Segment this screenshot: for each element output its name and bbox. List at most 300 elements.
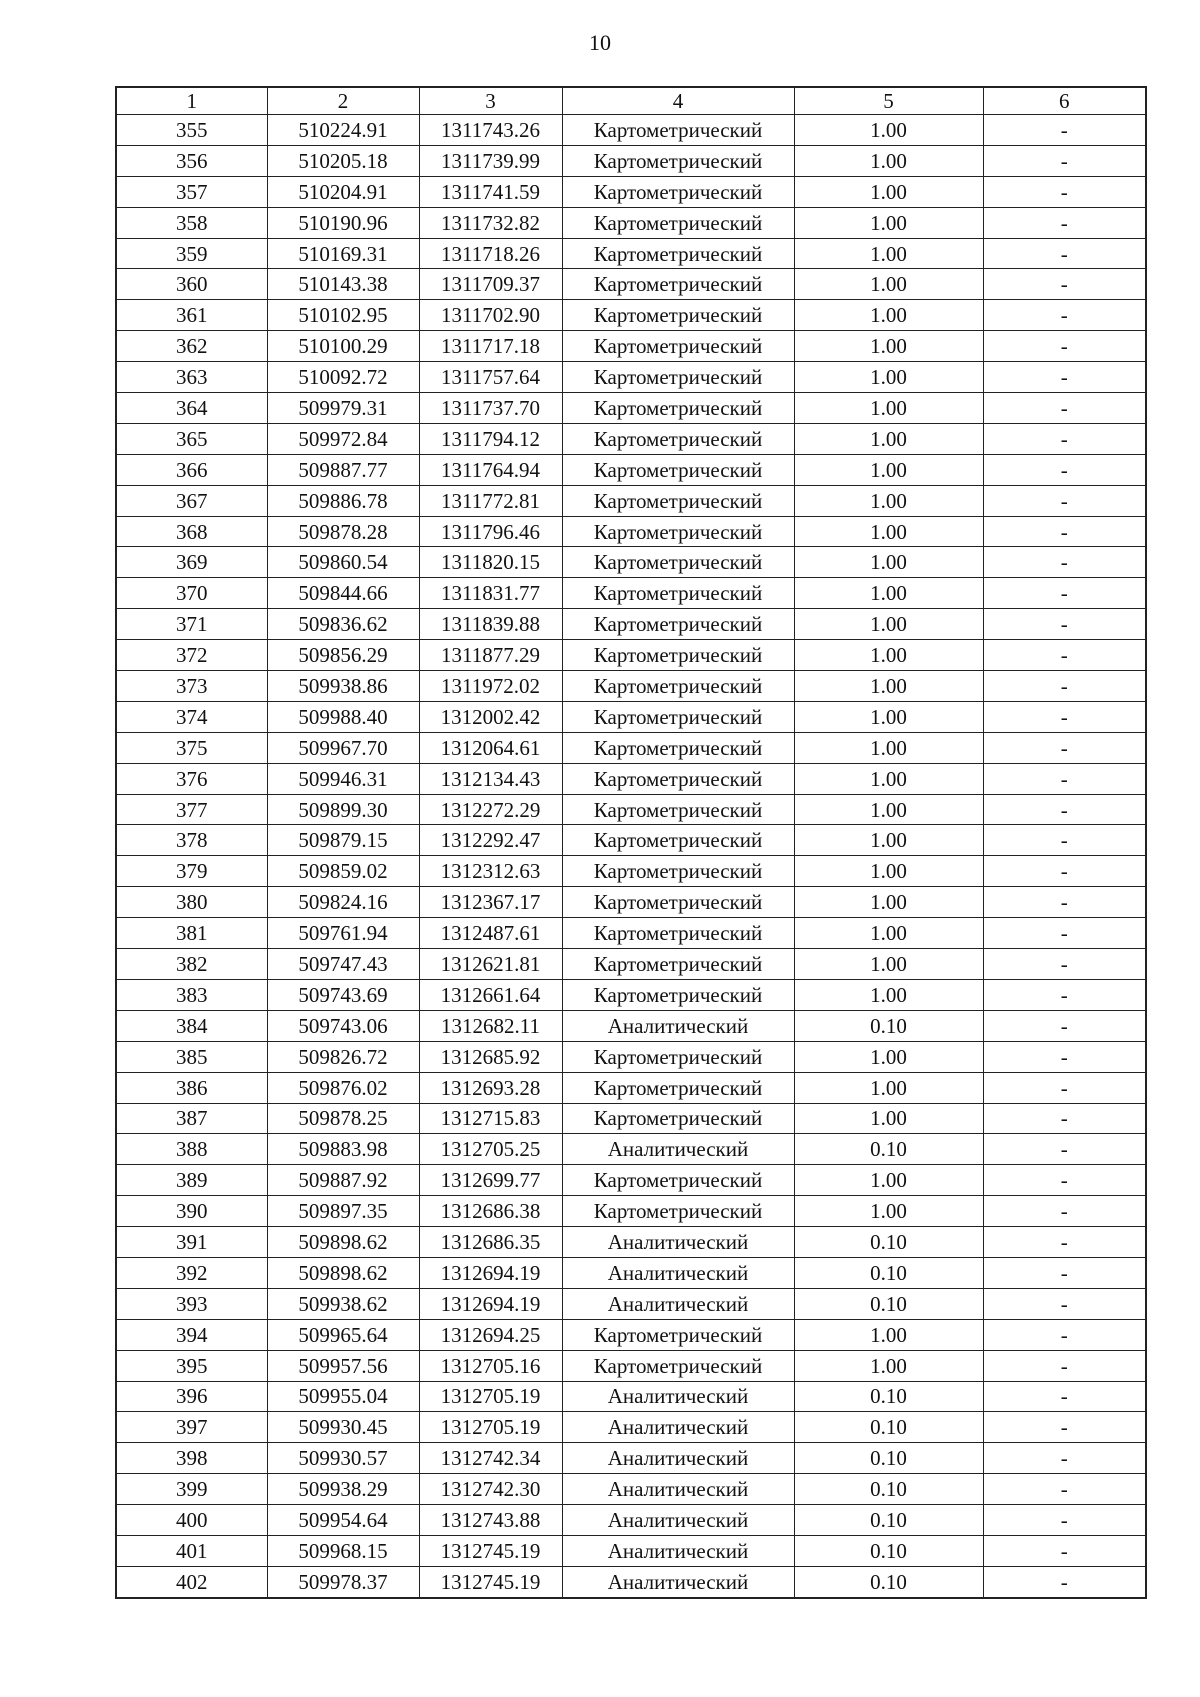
point-number-cell: 363 bbox=[116, 362, 267, 393]
accuracy-cell: 1.00 bbox=[794, 1041, 983, 1072]
note-cell: - bbox=[983, 176, 1146, 207]
note-cell: - bbox=[983, 1505, 1146, 1536]
method-cell: Картометрический bbox=[562, 1103, 794, 1134]
table-row bbox=[116, 1165, 1146, 1196]
method-cell: Картометрический bbox=[562, 918, 794, 949]
note-cell: - bbox=[983, 918, 1146, 949]
y-coordinate-cell: 1312064.61 bbox=[419, 732, 562, 763]
x-coordinate-cell: 510092.72 bbox=[267, 362, 419, 393]
note-cell: - bbox=[983, 1072, 1146, 1103]
point-number-cell: 398 bbox=[116, 1443, 267, 1474]
y-coordinate-cell: 1312685.92 bbox=[419, 1041, 562, 1072]
point-number-cell: 375 bbox=[116, 732, 267, 763]
y-coordinate-cell: 1311743.26 bbox=[419, 115, 562, 146]
note-cell: - bbox=[983, 671, 1146, 702]
y-coordinate-cell: 1312699.77 bbox=[419, 1165, 562, 1196]
y-coordinate-cell: 1312693.28 bbox=[419, 1072, 562, 1103]
x-coordinate-cell: 510205.18 bbox=[267, 145, 419, 176]
table-row bbox=[116, 1505, 1146, 1536]
note-cell: - bbox=[983, 1535, 1146, 1566]
header-cell: 1 bbox=[116, 87, 267, 115]
point-number-cell: 399 bbox=[116, 1474, 267, 1505]
point-number-cell: 400 bbox=[116, 1505, 267, 1536]
table-row bbox=[116, 732, 1146, 763]
accuracy-cell: 1.00 bbox=[794, 856, 983, 887]
accuracy-cell: 0.10 bbox=[794, 1474, 983, 1505]
accuracy-cell: 0.10 bbox=[794, 1505, 983, 1536]
table-row bbox=[116, 918, 1146, 949]
method-cell: Картометрический bbox=[562, 609, 794, 640]
x-coordinate-cell: 510102.95 bbox=[267, 300, 419, 331]
note-cell: - bbox=[983, 732, 1146, 763]
table-row bbox=[116, 1010, 1146, 1041]
point-number-cell: 379 bbox=[116, 856, 267, 887]
note-cell: - bbox=[983, 701, 1146, 732]
method-cell: Картометрический bbox=[562, 1041, 794, 1072]
y-coordinate-cell: 1311764.94 bbox=[419, 454, 562, 485]
y-coordinate-cell: 1312134.43 bbox=[419, 763, 562, 794]
note-cell: - bbox=[983, 1227, 1146, 1258]
table-row bbox=[116, 207, 1146, 238]
x-coordinate-cell: 509747.43 bbox=[267, 949, 419, 980]
y-coordinate-cell: 1312621.81 bbox=[419, 949, 562, 980]
table-row bbox=[116, 1412, 1146, 1443]
x-coordinate-cell: 509856.29 bbox=[267, 640, 419, 671]
y-coordinate-cell: 1312312.63 bbox=[419, 856, 562, 887]
x-coordinate-cell: 509886.78 bbox=[267, 485, 419, 516]
y-coordinate-cell: 1312745.19 bbox=[419, 1535, 562, 1566]
note-cell: - bbox=[983, 1350, 1146, 1381]
accuracy-cell: 1.00 bbox=[794, 1103, 983, 1134]
y-coordinate-cell: 1311972.02 bbox=[419, 671, 562, 702]
accuracy-cell: 1.00 bbox=[794, 176, 983, 207]
point-number-cell: 374 bbox=[116, 701, 267, 732]
x-coordinate-cell: 509979.31 bbox=[267, 393, 419, 424]
y-coordinate-cell: 1311702.90 bbox=[419, 300, 562, 331]
note-cell: - bbox=[983, 115, 1146, 146]
x-coordinate-cell: 509957.56 bbox=[267, 1350, 419, 1381]
accuracy-cell: 0.10 bbox=[794, 1257, 983, 1288]
x-coordinate-cell: 509743.69 bbox=[267, 979, 419, 1010]
table-row bbox=[116, 671, 1146, 702]
header-cell: 4 bbox=[562, 87, 794, 115]
method-cell: Аналитический bbox=[562, 1505, 794, 1536]
note-cell: - bbox=[983, 300, 1146, 331]
x-coordinate-cell: 509878.28 bbox=[267, 516, 419, 547]
y-coordinate-cell: 1312705.19 bbox=[419, 1412, 562, 1443]
table-row bbox=[116, 145, 1146, 176]
x-coordinate-cell: 509954.64 bbox=[267, 1505, 419, 1536]
method-cell: Аналитический bbox=[562, 1535, 794, 1566]
method-cell: Аналитический bbox=[562, 1227, 794, 1258]
table-row bbox=[116, 640, 1146, 671]
y-coordinate-cell: 1311709.37 bbox=[419, 269, 562, 300]
method-cell: Картометрический bbox=[562, 1350, 794, 1381]
table-row bbox=[116, 825, 1146, 856]
note-cell: - bbox=[983, 1134, 1146, 1165]
method-cell: Картометрический bbox=[562, 115, 794, 146]
table-row bbox=[116, 578, 1146, 609]
x-coordinate-cell: 510224.91 bbox=[267, 115, 419, 146]
x-coordinate-cell: 509946.31 bbox=[267, 763, 419, 794]
header-cell: 2 bbox=[267, 87, 419, 115]
y-coordinate-cell: 1311717.18 bbox=[419, 331, 562, 362]
accuracy-cell: 1.00 bbox=[794, 331, 983, 362]
accuracy-cell: 1.00 bbox=[794, 1350, 983, 1381]
note-cell: - bbox=[983, 949, 1146, 980]
point-number-cell: 373 bbox=[116, 671, 267, 702]
method-cell: Картометрический bbox=[562, 1319, 794, 1350]
x-coordinate-cell: 509972.84 bbox=[267, 423, 419, 454]
note-cell: - bbox=[983, 485, 1146, 516]
x-coordinate-cell: 509938.62 bbox=[267, 1288, 419, 1319]
y-coordinate-cell: 1312686.38 bbox=[419, 1196, 562, 1227]
x-coordinate-cell: 509968.15 bbox=[267, 1535, 419, 1566]
accuracy-cell: 1.00 bbox=[794, 578, 983, 609]
x-coordinate-cell: 509826.72 bbox=[267, 1041, 419, 1072]
table-row bbox=[116, 949, 1146, 980]
method-cell: Картометрический bbox=[562, 701, 794, 732]
note-cell: - bbox=[983, 1474, 1146, 1505]
note-cell: - bbox=[983, 1288, 1146, 1319]
table-body bbox=[116, 115, 1146, 1598]
accuracy-cell: 0.10 bbox=[794, 1134, 983, 1165]
method-cell: Картометрический bbox=[562, 485, 794, 516]
note-cell: - bbox=[983, 1412, 1146, 1443]
method-cell: Аналитический bbox=[562, 1134, 794, 1165]
header-row bbox=[116, 87, 1146, 115]
table-row bbox=[116, 269, 1146, 300]
method-cell: Аналитический bbox=[562, 1381, 794, 1412]
table-row bbox=[116, 1288, 1146, 1319]
header-cell: 5 bbox=[794, 87, 983, 115]
table-row bbox=[116, 516, 1146, 547]
method-cell: Картометрический bbox=[562, 671, 794, 702]
method-cell: Картометрический bbox=[562, 732, 794, 763]
point-number-cell: 388 bbox=[116, 1134, 267, 1165]
x-coordinate-cell: 510100.29 bbox=[267, 331, 419, 362]
x-coordinate-cell: 510169.31 bbox=[267, 238, 419, 269]
y-coordinate-cell: 1312742.30 bbox=[419, 1474, 562, 1505]
note-cell: - bbox=[983, 763, 1146, 794]
note-cell: - bbox=[983, 145, 1146, 176]
table-row bbox=[116, 115, 1146, 146]
note-cell: - bbox=[983, 238, 1146, 269]
y-coordinate-cell: 1312682.11 bbox=[419, 1010, 562, 1041]
accuracy-cell: 1.00 bbox=[794, 918, 983, 949]
method-cell: Картометрический bbox=[562, 454, 794, 485]
note-cell: - bbox=[983, 269, 1146, 300]
table-row bbox=[116, 1227, 1146, 1258]
method-cell: Картометрический bbox=[562, 516, 794, 547]
x-coordinate-cell: 509761.94 bbox=[267, 918, 419, 949]
note-cell: - bbox=[983, 362, 1146, 393]
note-cell: - bbox=[983, 1196, 1146, 1227]
table-row bbox=[116, 1196, 1146, 1227]
accuracy-cell: 1.00 bbox=[794, 949, 983, 980]
accuracy-cell: 1.00 bbox=[794, 732, 983, 763]
method-cell: Картометрический bbox=[562, 640, 794, 671]
y-coordinate-cell: 1312367.17 bbox=[419, 887, 562, 918]
method-cell: Картометрический bbox=[562, 825, 794, 856]
y-coordinate-cell: 1311737.70 bbox=[419, 393, 562, 424]
method-cell: Аналитический bbox=[562, 1474, 794, 1505]
table-row bbox=[116, 176, 1146, 207]
x-coordinate-cell: 509955.04 bbox=[267, 1381, 419, 1412]
point-number-cell: 356 bbox=[116, 145, 267, 176]
method-cell: Картометрический bbox=[562, 331, 794, 362]
point-number-cell: 366 bbox=[116, 454, 267, 485]
table-row bbox=[116, 485, 1146, 516]
x-coordinate-cell: 509743.06 bbox=[267, 1010, 419, 1041]
method-cell: Картометрический bbox=[562, 1196, 794, 1227]
x-coordinate-cell: 509978.37 bbox=[267, 1566, 419, 1597]
accuracy-cell: 1.00 bbox=[794, 393, 983, 424]
y-coordinate-cell: 1312705.19 bbox=[419, 1381, 562, 1412]
point-number-cell: 390 bbox=[116, 1196, 267, 1227]
note-cell: - bbox=[983, 609, 1146, 640]
y-coordinate-cell: 1311794.12 bbox=[419, 423, 562, 454]
y-coordinate-cell: 1311757.64 bbox=[419, 362, 562, 393]
point-number-cell: 385 bbox=[116, 1041, 267, 1072]
x-coordinate-cell: 509876.02 bbox=[267, 1072, 419, 1103]
point-number-cell: 361 bbox=[116, 300, 267, 331]
point-number-cell: 384 bbox=[116, 1010, 267, 1041]
method-cell: Картометрический bbox=[562, 393, 794, 424]
table-row bbox=[116, 1257, 1146, 1288]
point-number-cell: 357 bbox=[116, 176, 267, 207]
point-number-cell: 362 bbox=[116, 331, 267, 362]
table-row bbox=[116, 238, 1146, 269]
accuracy-cell: 1.00 bbox=[794, 485, 983, 516]
x-coordinate-cell: 509844.66 bbox=[267, 578, 419, 609]
page-number: 10 bbox=[589, 30, 611, 55]
note-cell: - bbox=[983, 1165, 1146, 1196]
table-row bbox=[116, 763, 1146, 794]
note-cell: - bbox=[983, 331, 1146, 362]
x-coordinate-cell: 509938.29 bbox=[267, 1474, 419, 1505]
accuracy-cell: 1.00 bbox=[794, 115, 983, 146]
accuracy-cell: 1.00 bbox=[794, 887, 983, 918]
x-coordinate-cell: 509938.86 bbox=[267, 671, 419, 702]
point-number-cell: 358 bbox=[116, 207, 267, 238]
table-row bbox=[116, 979, 1146, 1010]
accuracy-cell: 0.10 bbox=[794, 1412, 983, 1443]
note-cell: - bbox=[983, 1041, 1146, 1072]
note-cell: - bbox=[983, 825, 1146, 856]
accuracy-cell: 1.00 bbox=[794, 1319, 983, 1350]
y-coordinate-cell: 1311732.82 bbox=[419, 207, 562, 238]
y-coordinate-cell: 1311839.88 bbox=[419, 609, 562, 640]
header-cell: 3 bbox=[419, 87, 562, 115]
point-number-cell: 391 bbox=[116, 1227, 267, 1258]
point-number-cell: 389 bbox=[116, 1165, 267, 1196]
point-number-cell: 383 bbox=[116, 979, 267, 1010]
accuracy-cell: 0.10 bbox=[794, 1010, 983, 1041]
x-coordinate-cell: 509860.54 bbox=[267, 547, 419, 578]
x-coordinate-cell: 509930.45 bbox=[267, 1412, 419, 1443]
accuracy-cell: 0.10 bbox=[794, 1443, 983, 1474]
table-row bbox=[116, 454, 1146, 485]
method-cell: Картометрический bbox=[562, 856, 794, 887]
method-cell: Аналитический bbox=[562, 1566, 794, 1597]
point-number-cell: 393 bbox=[116, 1288, 267, 1319]
y-coordinate-cell: 1311741.59 bbox=[419, 176, 562, 207]
y-coordinate-cell: 1311796.46 bbox=[419, 516, 562, 547]
y-coordinate-cell: 1312705.25 bbox=[419, 1134, 562, 1165]
coordinates-table bbox=[115, 86, 1147, 1599]
point-number-cell: 402 bbox=[116, 1566, 267, 1597]
method-cell: Картометрический bbox=[562, 1072, 794, 1103]
point-number-cell: 395 bbox=[116, 1350, 267, 1381]
y-coordinate-cell: 1311831.77 bbox=[419, 578, 562, 609]
table-row bbox=[116, 1381, 1146, 1412]
y-coordinate-cell: 1312715.83 bbox=[419, 1103, 562, 1134]
accuracy-cell: 1.00 bbox=[794, 979, 983, 1010]
table-row bbox=[116, 423, 1146, 454]
point-number-cell: 370 bbox=[116, 578, 267, 609]
table-row bbox=[116, 856, 1146, 887]
point-number-cell: 397 bbox=[116, 1412, 267, 1443]
method-cell: Картометрический bbox=[562, 269, 794, 300]
method-cell: Картометрический bbox=[562, 949, 794, 980]
y-coordinate-cell: 1312661.64 bbox=[419, 979, 562, 1010]
x-coordinate-cell: 509824.16 bbox=[267, 887, 419, 918]
accuracy-cell: 1.00 bbox=[794, 145, 983, 176]
table-row bbox=[116, 887, 1146, 918]
header-cell: 6 bbox=[983, 87, 1146, 115]
note-cell: - bbox=[983, 1319, 1146, 1350]
accuracy-cell: 1.00 bbox=[794, 362, 983, 393]
point-number-cell: 382 bbox=[116, 949, 267, 980]
method-cell: Картометрический bbox=[562, 145, 794, 176]
accuracy-cell: 1.00 bbox=[794, 238, 983, 269]
y-coordinate-cell: 1312686.35 bbox=[419, 1227, 562, 1258]
method-cell: Картометрический bbox=[562, 362, 794, 393]
method-cell: Картометрический bbox=[562, 423, 794, 454]
x-coordinate-cell: 509930.57 bbox=[267, 1443, 419, 1474]
table-row bbox=[116, 547, 1146, 578]
accuracy-cell: 1.00 bbox=[794, 269, 983, 300]
point-number-cell: 355 bbox=[116, 115, 267, 146]
x-coordinate-cell: 510190.96 bbox=[267, 207, 419, 238]
method-cell: Аналитический bbox=[562, 1443, 794, 1474]
x-coordinate-cell: 509898.62 bbox=[267, 1227, 419, 1258]
x-coordinate-cell: 509965.64 bbox=[267, 1319, 419, 1350]
x-coordinate-cell: 509887.77 bbox=[267, 454, 419, 485]
x-coordinate-cell: 509898.62 bbox=[267, 1257, 419, 1288]
note-cell: - bbox=[983, 887, 1146, 918]
note-cell: - bbox=[983, 207, 1146, 238]
accuracy-cell: 1.00 bbox=[794, 516, 983, 547]
y-coordinate-cell: 1311820.15 bbox=[419, 547, 562, 578]
table-row bbox=[116, 1535, 1146, 1566]
point-number-cell: 386 bbox=[116, 1072, 267, 1103]
method-cell: Аналитический bbox=[562, 1288, 794, 1319]
note-cell: - bbox=[983, 856, 1146, 887]
table-row bbox=[116, 1319, 1146, 1350]
y-coordinate-cell: 1312694.25 bbox=[419, 1319, 562, 1350]
point-number-cell: 367 bbox=[116, 485, 267, 516]
accuracy-cell: 0.10 bbox=[794, 1566, 983, 1597]
point-number-cell: 372 bbox=[116, 640, 267, 671]
method-cell: Картометрический bbox=[562, 578, 794, 609]
accuracy-cell: 1.00 bbox=[794, 1196, 983, 1227]
point-number-cell: 387 bbox=[116, 1103, 267, 1134]
note-cell: - bbox=[983, 578, 1146, 609]
accuracy-cell: 1.00 bbox=[794, 825, 983, 856]
x-coordinate-cell: 509883.98 bbox=[267, 1134, 419, 1165]
y-coordinate-cell: 1312745.19 bbox=[419, 1566, 562, 1597]
y-coordinate-cell: 1312742.34 bbox=[419, 1443, 562, 1474]
accuracy-cell: 1.00 bbox=[794, 763, 983, 794]
method-cell: Картометрический bbox=[562, 763, 794, 794]
table-row bbox=[116, 1474, 1146, 1505]
accuracy-cell: 1.00 bbox=[794, 671, 983, 702]
method-cell: Аналитический bbox=[562, 1412, 794, 1443]
table-row bbox=[116, 1103, 1146, 1134]
x-coordinate-cell: 509988.40 bbox=[267, 701, 419, 732]
note-cell: - bbox=[983, 1443, 1146, 1474]
x-coordinate-cell: 510143.38 bbox=[267, 269, 419, 300]
y-coordinate-cell: 1312487.61 bbox=[419, 918, 562, 949]
point-number-cell: 394 bbox=[116, 1319, 267, 1350]
accuracy-cell: 1.00 bbox=[794, 794, 983, 825]
table-header bbox=[116, 87, 1146, 115]
method-cell: Картометрический bbox=[562, 238, 794, 269]
note-cell: - bbox=[983, 1566, 1146, 1597]
x-coordinate-cell: 509899.30 bbox=[267, 794, 419, 825]
method-cell: Картометрический bbox=[562, 887, 794, 918]
accuracy-cell: 1.00 bbox=[794, 454, 983, 485]
table-row bbox=[116, 701, 1146, 732]
note-cell: - bbox=[983, 423, 1146, 454]
note-cell: - bbox=[983, 1103, 1146, 1134]
method-cell: Аналитический bbox=[562, 1010, 794, 1041]
method-cell: Картометрический bbox=[562, 1165, 794, 1196]
table-row bbox=[116, 362, 1146, 393]
accuracy-cell: 1.00 bbox=[794, 300, 983, 331]
note-cell: - bbox=[983, 979, 1146, 1010]
table-row bbox=[116, 393, 1146, 424]
point-number-cell: 380 bbox=[116, 887, 267, 918]
accuracy-cell: 0.10 bbox=[794, 1535, 983, 1566]
note-cell: - bbox=[983, 454, 1146, 485]
y-coordinate-cell: 1311772.81 bbox=[419, 485, 562, 516]
y-coordinate-cell: 1311739.99 bbox=[419, 145, 562, 176]
note-cell: - bbox=[983, 1257, 1146, 1288]
y-coordinate-cell: 1312694.19 bbox=[419, 1257, 562, 1288]
point-number-cell: 364 bbox=[116, 393, 267, 424]
method-cell: Картометрический bbox=[562, 794, 794, 825]
point-number-cell: 381 bbox=[116, 918, 267, 949]
y-coordinate-cell: 1312694.19 bbox=[419, 1288, 562, 1319]
table-row bbox=[116, 1041, 1146, 1072]
x-coordinate-cell: 509887.92 bbox=[267, 1165, 419, 1196]
point-number-cell: 360 bbox=[116, 269, 267, 300]
table-row bbox=[116, 1566, 1146, 1597]
note-cell: - bbox=[983, 516, 1146, 547]
point-number-cell: 359 bbox=[116, 238, 267, 269]
point-number-cell: 369 bbox=[116, 547, 267, 578]
y-coordinate-cell: 1312705.16 bbox=[419, 1350, 562, 1381]
method-cell: Картометрический bbox=[562, 300, 794, 331]
point-number-cell: 392 bbox=[116, 1257, 267, 1288]
table-row bbox=[116, 794, 1146, 825]
table-row bbox=[116, 300, 1146, 331]
note-cell: - bbox=[983, 794, 1146, 825]
method-cell: Картометрический bbox=[562, 979, 794, 1010]
